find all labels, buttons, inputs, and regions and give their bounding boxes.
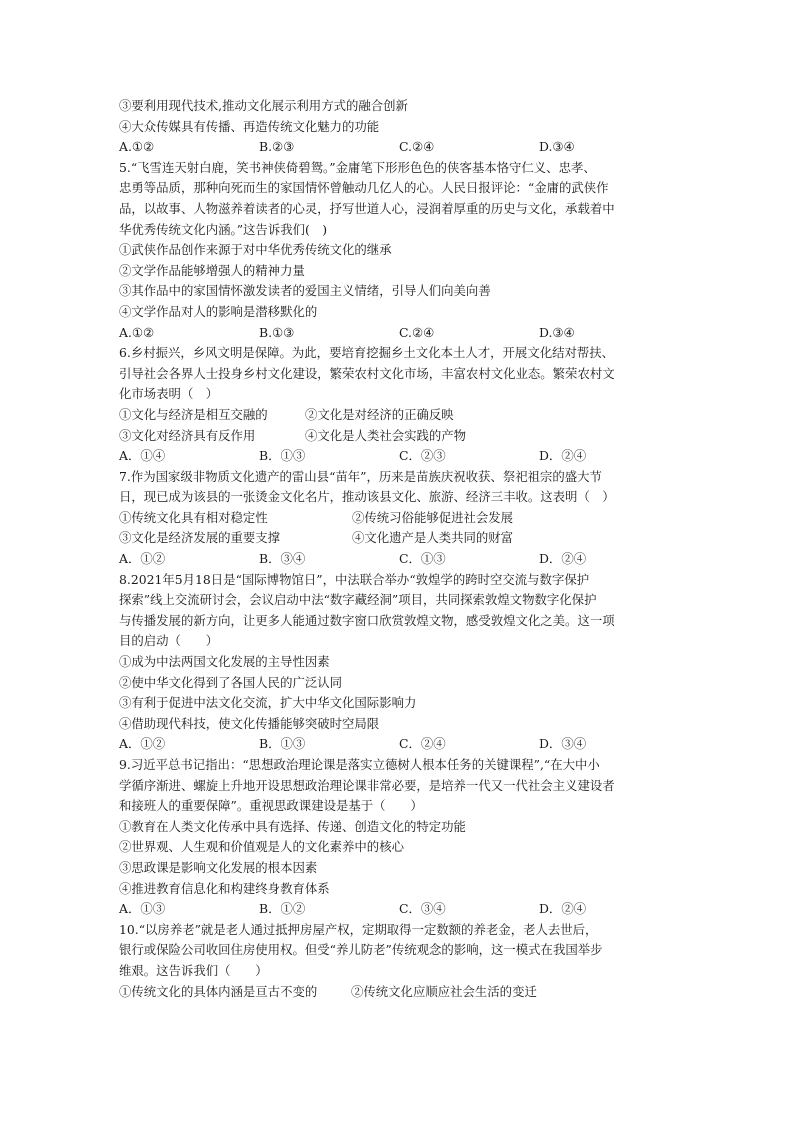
choice-item: ②传统习俗能够促进社会发展: [352, 509, 514, 525]
question-stem-line: 探索”线上交流研讨会，会议启动中法“数字藏经洞”项目，共同探索敦煌文物数字化保护: [119, 592, 597, 608]
question-stem-line: 5.“飞雪连天射白鹿，笑书神侠倚碧鸳。”金庸笔下形形色色的侠客基本恪守仁义、忠孝、: [119, 159, 596, 175]
question-stem-line: 品，以故事、人物滋养着读者的心灵，抒写世道人心，浸润着厚重的历史与文化，承载着中: [119, 200, 615, 216]
option-d[interactable]: D．②④: [539, 901, 587, 917]
question-stem-line: 化市场表明（ ）: [119, 386, 219, 402]
question-stem-line: 6.乡村振兴，乡风文明是保障。为此，要培育挖掘乡土文化本土人才，开展文化结对帮扶、: [119, 345, 615, 361]
question-stem-line: 目的启动（ ）: [119, 633, 219, 649]
option-b[interactable]: B．①③: [259, 448, 306, 464]
option-a[interactable]: A．①④: [119, 448, 166, 464]
choice-item: ③要利用现代技术,推动文化展示利用方式的融合创新: [119, 98, 408, 113]
question-9: [119, 755, 681, 920]
choice-item: ①成为中法两国文化发展的主导性因素: [119, 654, 330, 670]
answer-options: [119, 549, 681, 570]
choice-item: ②使中华文化得到了各国人民的广泛认同: [119, 674, 343, 690]
option-c[interactable]: C．①③: [399, 551, 446, 567]
choice-item: ②世界观、人生观和价值观是人的文化素养中的核心: [119, 839, 404, 855]
option-d[interactable]: D．②④: [539, 551, 587, 567]
choice-item: ②文学作品能够增强人的精神力量: [119, 262, 305, 278]
option-d[interactable]: D.③④: [539, 324, 575, 340]
choice-item: ③文化是经济发展的重要支撑: [119, 530, 281, 546]
question-stem-line: 忠勇等品质，那种向死而生的家国情怀曾触动几亿人的心。人民日报评论：“金庸的武侠作: [119, 180, 609, 196]
option-c[interactable]: C.②④: [399, 324, 435, 340]
question-6: [119, 343, 681, 467]
choice-item: ①传统文化具有相对稳定性: [119, 509, 268, 525]
choice-item: ④文化遗产是人类共同的财富: [352, 530, 514, 546]
option-d[interactable]: D．②④: [539, 448, 587, 464]
choice-item: ①武侠作品创作来源于对中华优秀传统文化的继承: [119, 242, 392, 258]
option-b[interactable]: B．①②: [259, 901, 306, 917]
option-a[interactable]: A.①②: [119, 139, 155, 155]
question-stem-line: 7.作为国家级非物质文化遗产的雷山县“苗年”，历来是苗族庆祝收获、祭祀祖宗的盛大节: [119, 468, 602, 484]
option-b[interactable]: B.②③: [259, 139, 295, 155]
choice-item: ③思政课是影响文化发展的根本因素: [119, 859, 318, 875]
option-c[interactable]: C．②④: [399, 736, 446, 752]
exam-page: [119, 96, 681, 1002]
option-c[interactable]: C．③④: [399, 901, 446, 917]
answer-options: [119, 734, 681, 755]
choice-item-row: [119, 528, 681, 549]
choice-item-row: [119, 426, 681, 447]
option-b[interactable]: B．①③: [259, 736, 306, 752]
option-b[interactable]: B.①③: [259, 324, 295, 340]
question-stem-line: 与传播发展的新方向，让更多人能通过数字窗口欣赏敦煌文物，感受敦煌文化之美。这一项: [119, 612, 615, 628]
question-8: [119, 570, 681, 755]
choice-item: ④文学作品对人的影响是潜移默化的: [119, 303, 318, 319]
question-stem-line: 和接班人的重要保障”。重视思政课建设是基于（ ）: [119, 798, 423, 814]
choice-item: ③有利于促进中法文化交流，扩大中华文化国际影响力: [119, 695, 417, 711]
question-stem-line: 10.“以房养老”就是老人通过抵押房屋产权，定期取得一定数额的养老金，老人去世后，: [119, 921, 598, 937]
choice-item: ①教育在人类文化传承中具有选择、传递、创造文化的特定功能: [119, 818, 466, 834]
question-stem-line: 引导社会各界人士投身乡村文化建设，繁荣农村文化市场，丰富农村文化业态。繁荣农村文: [119, 365, 615, 381]
choice-item: ④推进教育信息化和构建终身教育体系: [119, 880, 330, 896]
answer-options: [119, 446, 681, 467]
option-a[interactable]: A．①③: [119, 901, 166, 917]
option-a[interactable]: A.①②: [119, 324, 155, 340]
choice-item: ②传统文化应顺应社会生活的变迁: [351, 983, 537, 999]
choice-item-row: [119, 405, 681, 426]
question-stem-line: 9.习近平总书记指出：“思想政治理论课是落实立德树人根本任务的关键课程”,“在大中小: [119, 757, 600, 772]
choice-item: ①文化与经济是相互交融的: [119, 406, 268, 422]
question-stem-line: 华优秀传统文化内涵。”这告诉我们( ): [119, 221, 328, 237]
choice-item-row: [119, 508, 681, 529]
option-a[interactable]: A．①②: [119, 551, 166, 567]
question-stem-line: 学循序渐进、螺旋上升地开设思想政治理论课非常必要，是培养一代又一代社会主义建设者: [119, 777, 615, 793]
option-a[interactable]: A．①②: [119, 736, 166, 752]
choice-item-row: [119, 982, 681, 1003]
answer-options: [119, 137, 681, 158]
choice-item: ①传统文化的具体内涵是亘古不变的: [119, 983, 318, 999]
question-7: [119, 467, 681, 570]
question-5: [119, 158, 681, 343]
choice-item: ②文化是对经济的正确反映: [305, 406, 454, 422]
option-d[interactable]: D．③④: [539, 736, 587, 752]
option-c[interactable]: C．②③: [399, 448, 446, 464]
option-b[interactable]: B．③④: [259, 551, 306, 567]
question-stem-line: 维艰。这告诉我们（ ）: [119, 962, 268, 978]
answer-options: [119, 323, 681, 344]
question-10: [119, 920, 681, 1002]
answer-options: [119, 899, 681, 920]
option-c[interactable]: C.②④: [399, 139, 435, 155]
question-stem-line: 8.2021年5月18日是“国际博物馆日”，中法联合举办“敦煌学的跨时空交流与数字保护: [119, 571, 590, 587]
choice-item: ④文化是人类社会实践的产物: [305, 427, 467, 443]
choice-item: ④借助现代科技，使文化传播能够突破时空局限: [119, 715, 380, 731]
choice-item: ③文化对经济具有反作用: [119, 427, 256, 443]
question-stem-line: 银行或保险公司收回住房使用权。但受“养儿防老”传统观念的影响，这一模式在我国举步: [119, 942, 603, 958]
option-d[interactable]: D.③④: [539, 139, 575, 155]
question-4-tail: [119, 96, 681, 158]
question-stem-line: 日，现已成为该县的一张烫金文化名片，推动该县文化、旅游、经济三丰收。这表明（ ）: [119, 489, 615, 505]
choice-item: ④大众传媒具有传播、再造传统文化魅力的功能: [119, 118, 380, 134]
choice-item: ③其作品中的家国情怀激发读者的爱国主义情绪，引导人们向美向善: [119, 283, 491, 299]
